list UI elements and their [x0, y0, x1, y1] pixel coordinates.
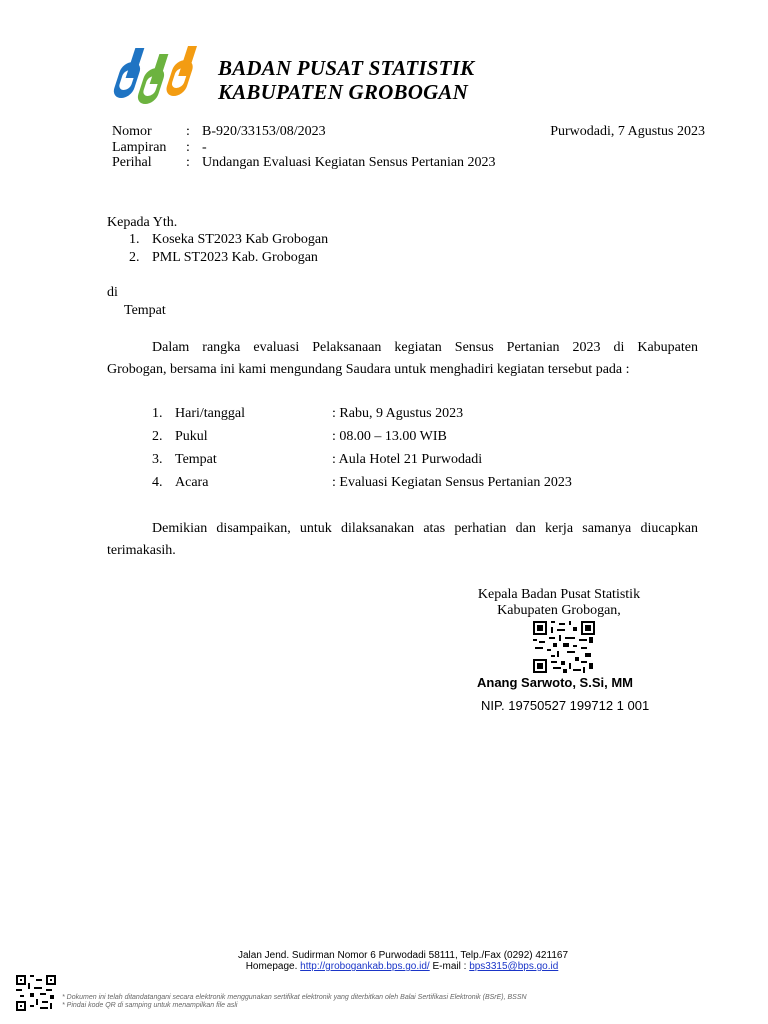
homepage-link[interactable]: http://grobogankab.bps.go.id/ — [300, 961, 430, 972]
body-paragraph-2 — [107, 518, 698, 562]
paragraph-line: Demikian disampaikan, untuk dilaksanakan atas perhatian dan kerja samanya diucapkan — [152, 521, 698, 536]
email-label: E-mail : — [432, 961, 467, 972]
lampiran-label: Lampiran — [112, 140, 167, 155]
detail-label: Pukul — [175, 429, 208, 444]
tempat-label: Tempat — [124, 303, 166, 318]
detail-value: : Rabu, 9 Agustus 2023 — [332, 406, 464, 421]
detail-value: : Evaluasi Kegiatan Sensus Pertanian 2023 — [332, 475, 572, 490]
footer-contact — [0, 961, 768, 972]
detail-number: 1. — [152, 406, 163, 421]
paragraph-line: Grobogan, bersama ini kami mengundang Saudara untuk menghadiri kegiatan tersebut pada : — [107, 362, 630, 377]
detail-label: Hari/tanggal — [175, 406, 245, 421]
signature-title-line2: Kabupaten Grobogan, — [497, 603, 621, 618]
body-paragraph-1 — [107, 337, 698, 381]
detail-label: Tempat — [175, 452, 217, 467]
paragraph-line: Dalam rangka evaluasi Pelaksanaan kegiatan Sensus Pertanian 2023 di Kabupaten — [152, 340, 698, 355]
perihal-separator: : — [186, 155, 190, 170]
detail-label: Acara — [175, 475, 209, 490]
footer-note-1: * Dokumen ini telah ditandatangani secara elektronik menggunakan sertifikat elektronik yang diterbitkan oleh Balai Sertifikasi Elektronik (BSrE), BSSN — [62, 994, 527, 1001]
di-label: di — [107, 285, 118, 300]
paragraph-line: terimakasih. — [107, 543, 176, 558]
signature-title-line1: Kepala Badan Pusat Statistik — [477, 587, 641, 602]
perihal-value: Undangan Evaluasi Kegiatan Sensus Pertanian 2023 — [202, 155, 496, 170]
homepage-label: Homepage. — [245, 961, 298, 972]
lampiran-value: - — [202, 140, 207, 155]
perihal-label: Perihal — [112, 155, 152, 170]
detail-value: : Aula Hotel 21 Purwodadi — [332, 452, 483, 467]
lampiran-separator: : — [186, 140, 190, 155]
letter-date: Purwodadi, 7 Agustus 2023 — [550, 124, 705, 139]
org-name-line2: KABUPATEN GROBOGAN — [218, 80, 469, 104]
detail-value: : 08.00 – 13.00 WIB — [332, 429, 447, 444]
detail-number: 2. — [152, 429, 163, 444]
bps-logo-icon — [112, 46, 202, 112]
signatory-nip: NIP. 19750527 199712 1 001 — [481, 698, 650, 713]
email-link[interactable]: bps3315@bps.go.id — [469, 961, 559, 972]
recipient-number: 1. — [129, 232, 140, 247]
nomor-label: Nomor — [112, 124, 152, 139]
signatory-name: Anang Sarwoto, S.Si, MM — [477, 675, 634, 690]
detail-number: 3. — [152, 452, 163, 467]
recipient-greeting: Kepada Yth. — [107, 215, 178, 230]
detail-number: 4. — [152, 475, 163, 490]
nomor-separator: : — [186, 124, 190, 139]
footer-qr-code-icon — [16, 975, 56, 1011]
recipient-name: PML ST2023 Kab. Grobogan — [152, 250, 318, 265]
nomor-value: B-920/33153/08/2023 — [202, 124, 326, 139]
footer-address: Jalan Jend. Sudirman Nomor 6 Purwodadi 58111, Telp./Fax (0292) 421167 — [237, 950, 568, 961]
org-name-line1: BADAN PUSAT STATISTIK — [218, 56, 475, 80]
recipient-name: Koseka ST2023 Kab Grobogan — [152, 232, 329, 247]
recipient-number: 2. — [129, 250, 140, 265]
footer-note-2: * Pindai kode QR di samping untuk menampilkan file asli — [62, 1002, 238, 1009]
qr-code-icon — [533, 621, 595, 673]
